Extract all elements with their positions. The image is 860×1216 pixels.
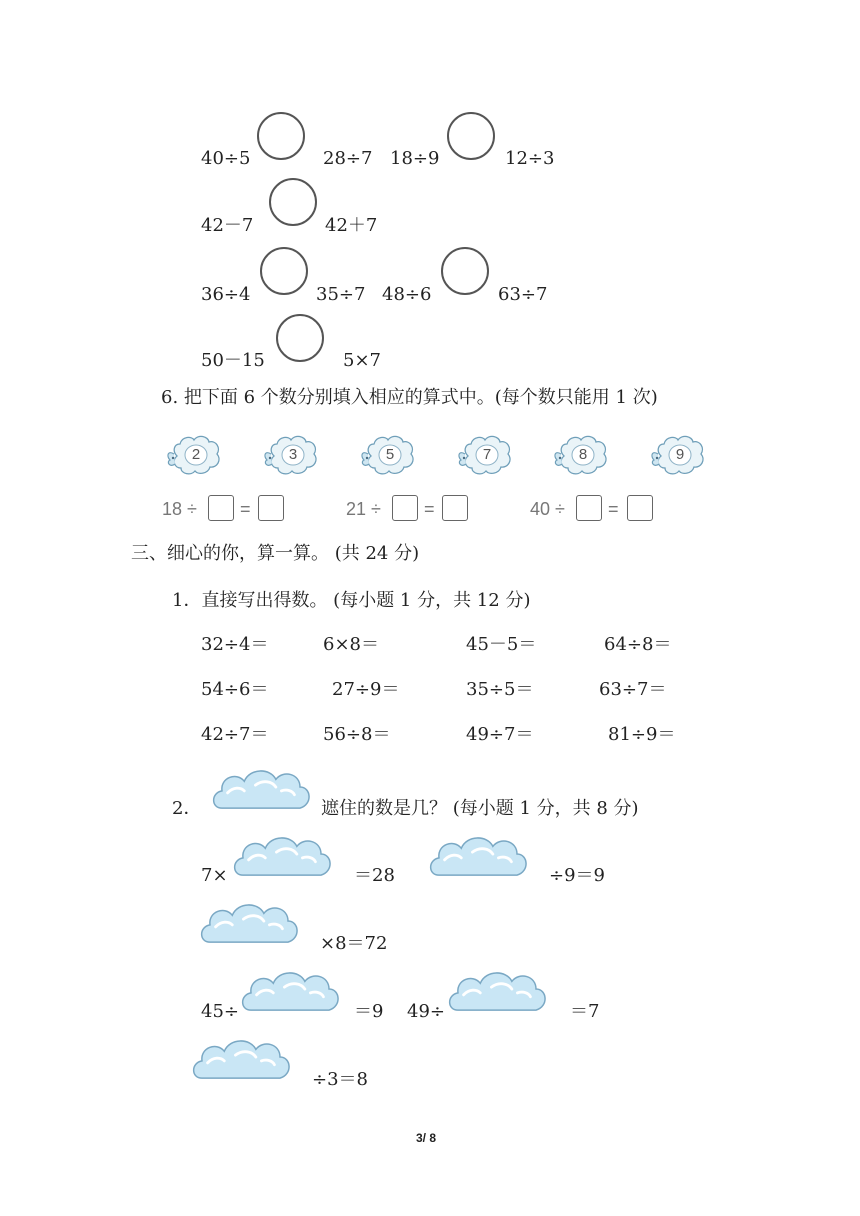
number-9: 9 xyxy=(675,446,685,463)
cloud-icon xyxy=(209,764,313,812)
eq3-left: 40 ÷ xyxy=(530,499,565,519)
calc-56div8: 56÷8＝ xyxy=(323,724,391,745)
eq6-suffix: ÷3＝8 xyxy=(312,1069,368,1090)
compare-circle-4[interactable] xyxy=(260,247,308,295)
expr-40div5: 40÷5 xyxy=(201,148,251,169)
eq4-prefix: 45÷ xyxy=(201,1001,239,1022)
number-3: 3 xyxy=(288,446,298,463)
cloud-icon[interactable] xyxy=(445,966,549,1014)
q2-text: 遮住的数是几？ (每小题 1 分，共 8 分) xyxy=(321,798,639,819)
compare-circle-2[interactable] xyxy=(447,112,495,160)
expr-36div4: 36÷4 xyxy=(201,284,251,305)
cloud-icon[interactable] xyxy=(426,831,530,879)
number-5: 5 xyxy=(385,446,395,463)
eq1-prefix: 7× xyxy=(201,865,228,886)
expr-5times7: 5×7 xyxy=(343,350,381,371)
sheep-number-icon[interactable] xyxy=(551,434,609,478)
calc-45minus5: 45－5＝ xyxy=(466,634,537,655)
expr-12div3: 12÷3 xyxy=(505,148,555,169)
expr-35div7: 35÷7 xyxy=(316,284,366,305)
calc-54div6: 54÷6＝ xyxy=(201,679,269,700)
expr-18div9: 18÷9 xyxy=(390,148,440,169)
equals-sign: = xyxy=(608,499,619,519)
sheep-number-icon[interactable] xyxy=(261,434,319,478)
cloud-icon[interactable] xyxy=(197,898,301,946)
compare-circle-1[interactable] xyxy=(257,112,305,160)
compare-circle-3[interactable] xyxy=(269,178,317,226)
q6-title: 6. 把下面 6 个数分别填入相应的算式中。(每个数只能用 1 次) xyxy=(161,387,658,408)
answer-box[interactable] xyxy=(576,495,602,521)
eq5-suffix: ＝7 xyxy=(570,1001,600,1022)
q1-title: 1．直接写出得数。 (每小题 1 分，共 12 分) xyxy=(172,590,531,611)
page-number: 3/ 8 xyxy=(416,1131,437,1145)
expr-42plus7: 42＋7 xyxy=(325,215,378,236)
eq3-suffix: ×8＝72 xyxy=(320,933,388,954)
eq2-left: 21 ÷ xyxy=(346,499,381,519)
eq4-suffix: ＝9 xyxy=(354,1001,384,1022)
calc-49div7: 49÷7＝ xyxy=(466,724,534,745)
number-7: 7 xyxy=(482,446,492,463)
sheep-number-icon[interactable] xyxy=(648,434,706,478)
answer-box[interactable] xyxy=(258,495,284,521)
answer-box[interactable] xyxy=(627,495,653,521)
calc-27div9: 27÷9＝ xyxy=(332,679,400,700)
sheep-number-icon[interactable] xyxy=(164,434,222,478)
expr-48div6: 48÷6 xyxy=(382,284,432,305)
cloud-icon[interactable] xyxy=(189,1034,293,1082)
expr-42minus7: 42－7 xyxy=(201,215,254,236)
eq5-prefix: 49÷ xyxy=(407,1001,445,1022)
compare-circle-5[interactable] xyxy=(441,247,489,295)
calc-64div8: 64÷8＝ xyxy=(604,634,672,655)
q2-number: 2． xyxy=(172,798,202,819)
sheep-number-icon[interactable] xyxy=(358,434,416,478)
number-2: 2 xyxy=(191,446,201,463)
calc-42div7: 42÷7＝ xyxy=(201,724,269,745)
compare-circle-6[interactable] xyxy=(276,314,324,362)
answer-box[interactable] xyxy=(208,495,234,521)
equals-sign: = xyxy=(240,499,251,519)
eq2-suffix: ÷9＝9 xyxy=(549,865,605,886)
cloud-icon[interactable] xyxy=(230,831,334,879)
calc-35div5: 35÷5＝ xyxy=(466,679,534,700)
equals-sign: = xyxy=(424,499,435,519)
section3-title: 三、细心的你，算一算。 (共 24 分) xyxy=(131,543,420,564)
eq1-left: 18 ÷ xyxy=(162,499,197,519)
number-8: 8 xyxy=(578,446,588,463)
expr-50minus15: 50－15 xyxy=(201,350,265,371)
cloud-icon[interactable] xyxy=(238,966,342,1014)
eq1-suffix: ＝28 xyxy=(354,865,395,886)
calc-32div4: 32÷4＝ xyxy=(201,634,269,655)
answer-box[interactable] xyxy=(442,495,468,521)
calc-6times8: 6×8＝ xyxy=(323,634,379,655)
expr-63div7: 63÷7 xyxy=(498,284,548,305)
answer-box[interactable] xyxy=(392,495,418,521)
calc-63div7: 63÷7＝ xyxy=(599,679,667,700)
calc-81div9: 81÷9＝ xyxy=(608,724,676,745)
expr-28div7: 28÷7 xyxy=(323,148,373,169)
sheep-number-icon[interactable] xyxy=(455,434,513,478)
